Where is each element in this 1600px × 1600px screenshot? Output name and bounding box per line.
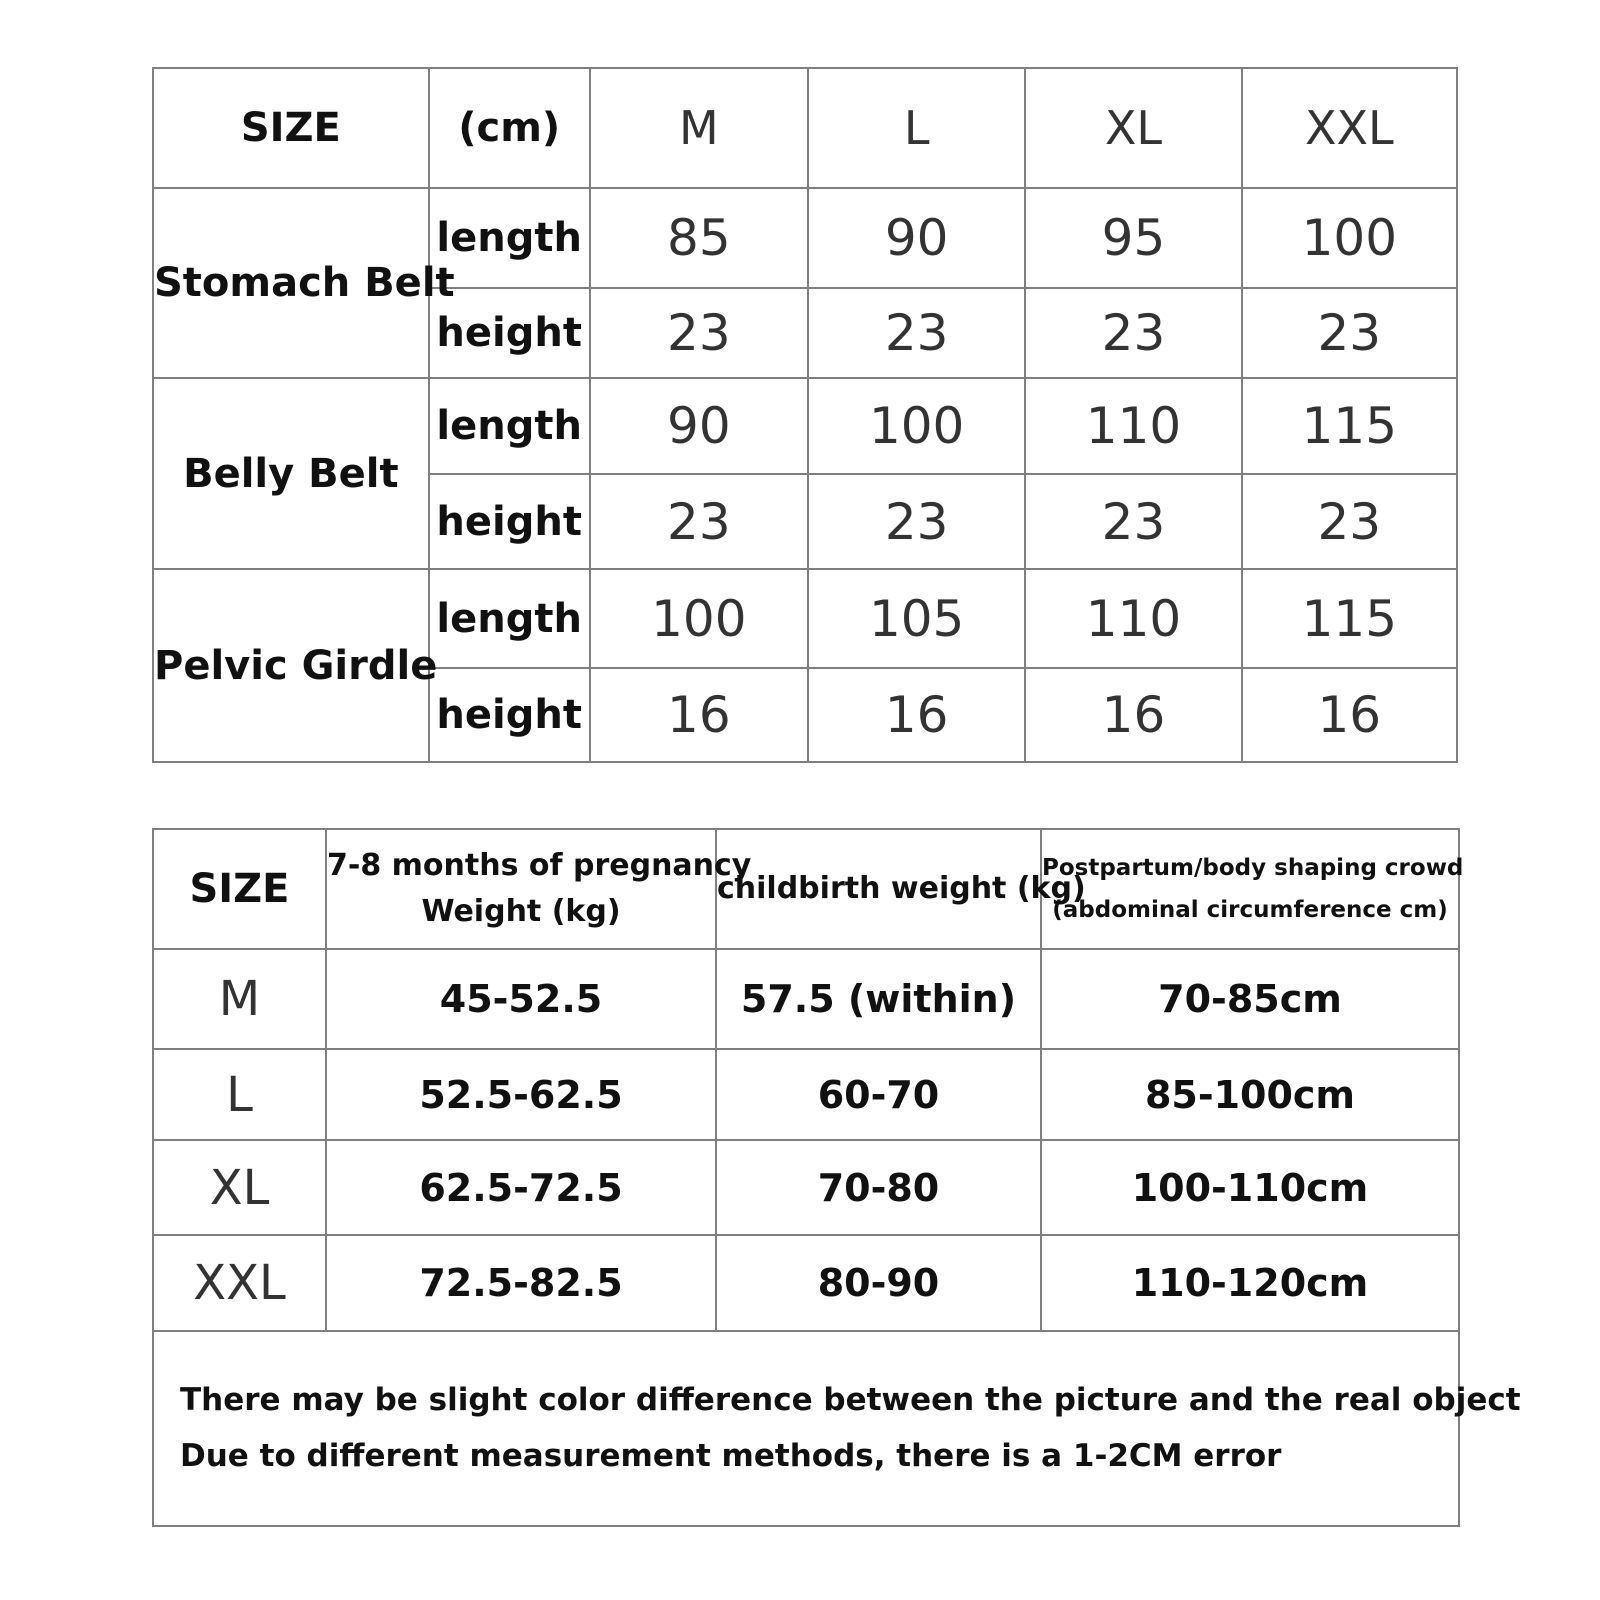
- size-label: XL: [153, 1140, 326, 1235]
- table-cell: 95: [1025, 188, 1241, 288]
- table-cell: 100: [808, 378, 1025, 474]
- measure-label: length: [429, 188, 590, 288]
- size-label: L: [153, 1049, 326, 1140]
- childbirth-weight-cell: 57.5 (within): [716, 949, 1041, 1049]
- product-name-pelvic-girdle: Pelvic Girdle: [153, 569, 429, 762]
- table-cell: 110: [1025, 378, 1241, 474]
- product-name-belly-belt: Belly Belt: [153, 378, 429, 569]
- measure-label: length: [429, 378, 590, 474]
- childbirth-weight-cell: 60-70: [716, 1049, 1041, 1140]
- postpartum-header-line1: Postpartum/body shaping crowd: [1042, 855, 1464, 881]
- postpartum-header: [1041, 829, 1464, 949]
- table-cell: 23: [1025, 474, 1241, 569]
- size-header: SIZE: [153, 68, 429, 188]
- abdominal-circumference-cell: 100-110cm: [1041, 1140, 1459, 1235]
- table-cell: 23: [590, 288, 808, 378]
- table-row: [153, 188, 1457, 288]
- size-column-m: M: [590, 68, 808, 188]
- table-cell: 105: [808, 569, 1025, 668]
- table-cell: 115: [1242, 569, 1457, 668]
- pregnancy-weight-cell: 62.5-72.5: [326, 1140, 716, 1235]
- table-row: [153, 949, 1459, 1049]
- dimensions-header-row: [153, 68, 1457, 188]
- table-cell: 90: [808, 188, 1025, 288]
- postpartum-header-line2: (abdominal circumference cm): [1052, 897, 1448, 923]
- measure-label: height: [429, 288, 590, 378]
- table-row: [153, 569, 1457, 668]
- table-cell: 85: [590, 188, 808, 288]
- unit-header: (cm): [429, 68, 590, 188]
- table-cell: 110: [1025, 569, 1241, 668]
- abdominal-circumference-cell: 70-85cm: [1041, 949, 1459, 1049]
- size-column-xl: XL: [1025, 68, 1241, 188]
- measure-label: length: [429, 569, 590, 668]
- size-label: M: [153, 949, 326, 1049]
- table-cell: 100: [1242, 188, 1457, 288]
- table-cell: 90: [590, 378, 808, 474]
- pregnancy-weight-cell: 72.5-82.5: [326, 1235, 716, 1331]
- dimensions-table: [152, 67, 1458, 763]
- table-cell: 23: [808, 474, 1025, 569]
- table-row: [153, 1140, 1459, 1235]
- table-cell: 16: [1242, 668, 1457, 762]
- table-cell: 23: [1242, 474, 1457, 569]
- childbirth-weight-cell: 70-80: [716, 1140, 1041, 1235]
- table-cell: 23: [808, 288, 1025, 378]
- table-row: [153, 1049, 1459, 1140]
- note-measurement-error: Due to different measurement methods, there is a 1-2CM error: [180, 1438, 1282, 1474]
- size-label: XXL: [153, 1235, 326, 1331]
- weight-header-row: [153, 829, 1459, 949]
- size-column-xxl: XXL: [1242, 68, 1457, 188]
- table-cell: 23: [1242, 288, 1457, 378]
- abdominal-circumference-cell: 110-120cm: [1041, 1235, 1459, 1331]
- size-header: SIZE: [153, 829, 326, 949]
- pregnancy-weight-header-line2: Weight (kg): [421, 894, 621, 929]
- table-row: [153, 378, 1457, 474]
- pregnancy-weight-header: [326, 829, 752, 949]
- notes-row: [153, 1331, 1459, 1526]
- table-cell: 115: [1242, 378, 1457, 474]
- notes-cell: [153, 1331, 1521, 1526]
- pregnancy-weight-header-line1: 7-8 months of pregnancy: [327, 848, 752, 883]
- measure-label: height: [429, 668, 590, 762]
- size-column-l: L: [808, 68, 1025, 188]
- weight-guide-table: [152, 828, 1521, 1527]
- pregnancy-weight-cell: 52.5-62.5: [326, 1049, 716, 1140]
- product-name-stomach-belt: Stomach Belt: [153, 188, 429, 378]
- childbirth-weight-header: childbirth weight (kg): [716, 829, 1041, 949]
- table-cell: 16: [1025, 668, 1241, 762]
- pregnancy-weight-cell: 45-52.5: [326, 949, 716, 1049]
- abdominal-circumference-cell: 85-100cm: [1041, 1049, 1459, 1140]
- childbirth-weight-cell: 80-90: [716, 1235, 1041, 1331]
- table-cell: 16: [808, 668, 1025, 762]
- table-cell: 23: [1025, 288, 1241, 378]
- note-color-difference: There may be slight color difference between the picture and the real object: [180, 1382, 1521, 1418]
- table-cell: 23: [590, 474, 808, 569]
- measure-label: height: [429, 474, 590, 569]
- table-cell: 100: [590, 569, 808, 668]
- table-row: [153, 1235, 1459, 1331]
- table-cell: 16: [590, 668, 808, 762]
